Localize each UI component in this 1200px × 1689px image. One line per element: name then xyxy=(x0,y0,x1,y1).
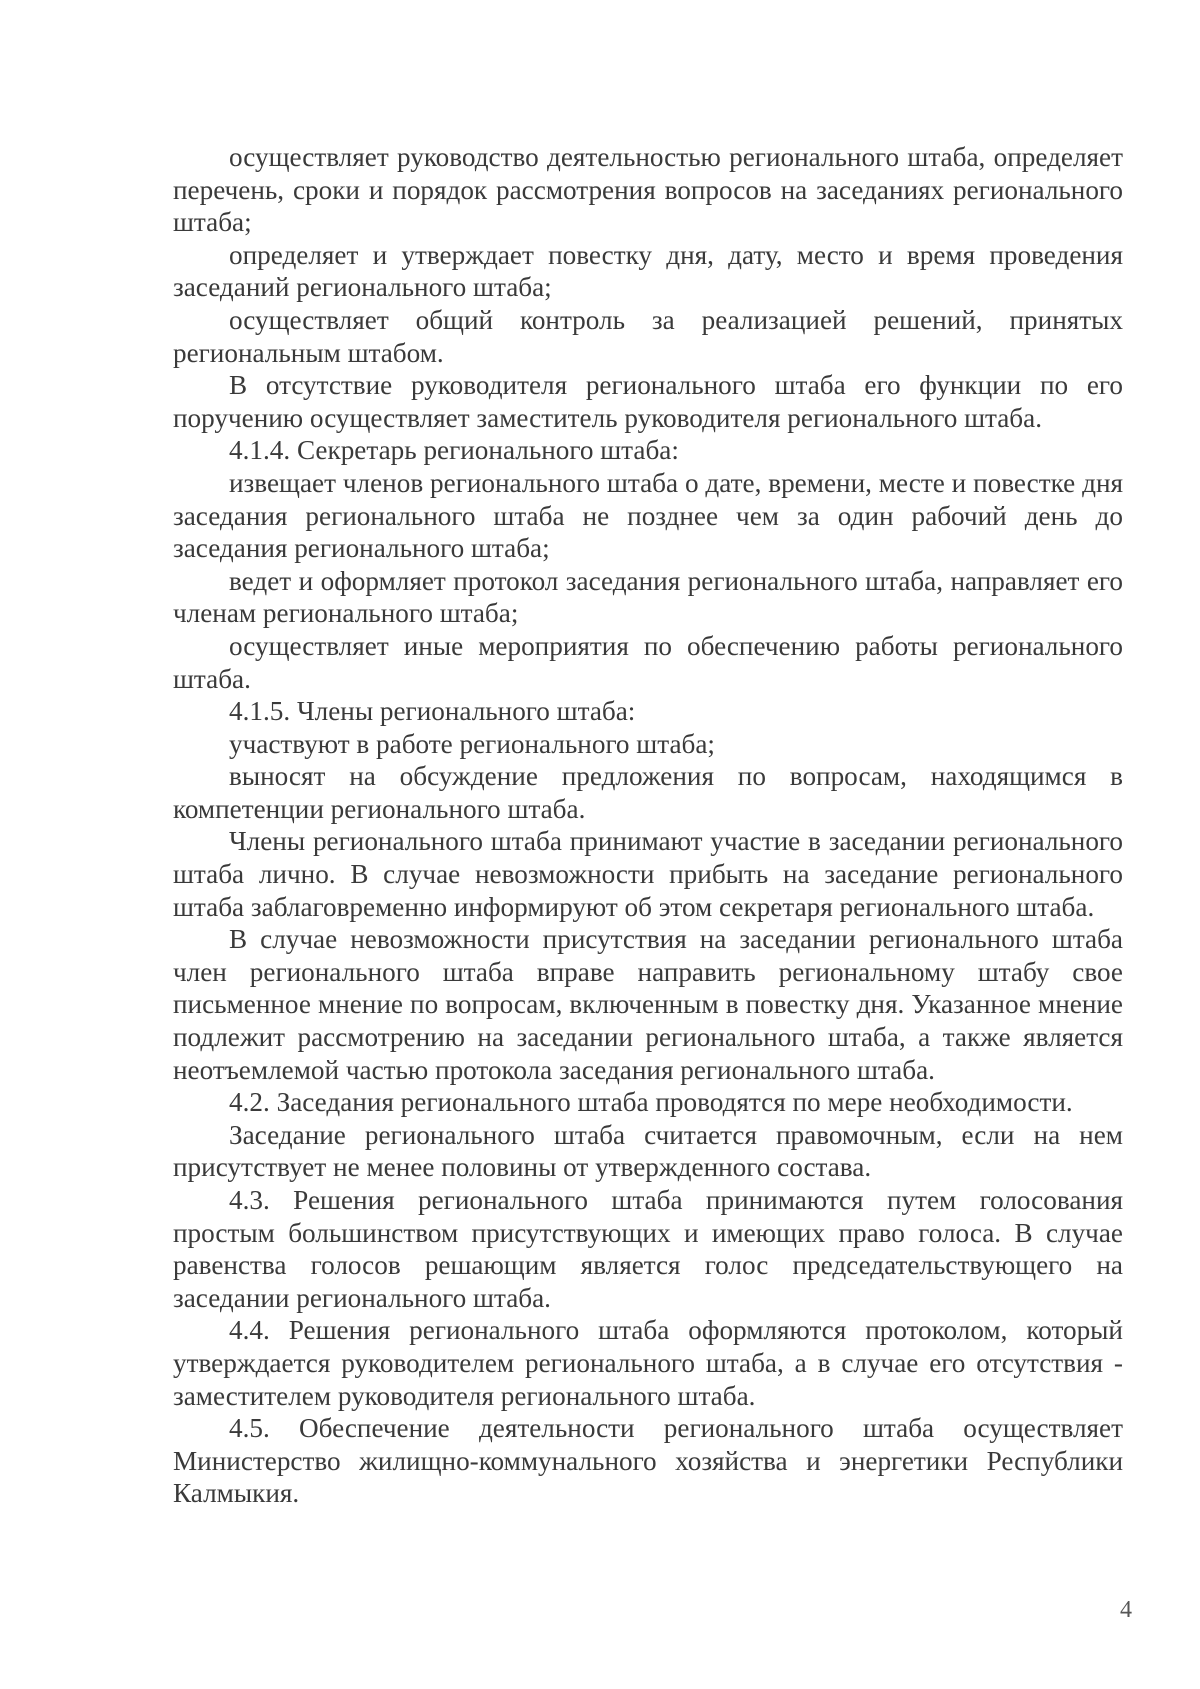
paragraph-10: участвуют в работе регионального штаба; xyxy=(229,728,715,759)
paragraph-6: извещает членов регионального штаба о дате, времени, месте и повестке дня заседания регионального штаба не позднее чем за один рабочий день до заседания регионального штаба; xyxy=(173,467,1123,564)
document-body xyxy=(173,141,1123,1510)
paragraph-16: 4.3. Решения регионального штаба принимаются путем голосования простым большинством присутствующих и имеющих право голоса. В случае равенства голосов решающим является голос председательствующего на заседании регионального штаба. xyxy=(173,1185,1123,1313)
paragraph-12: Члены регионального штаба принимают участие в заседании регионального штаба лично. В случае невозможности прибыть на заседание регионального штаба заблаговременно информируют об этом секретаря регионального штаба. xyxy=(173,826,1123,922)
paragraph-5: 4.1.4. Секретарь регионального штаба: xyxy=(229,435,679,466)
paragraph-7: ведет и оформляет протокол заседания регионального штаба, направляет его членам регионального штаба; xyxy=(173,565,1123,629)
paragraph-11: выносят на обсуждение предложения по вопросам, находящимся в компетенции регионального штаба. xyxy=(173,761,1123,824)
paragraph-17: 4.4. Решения регионального штаба оформляются протоколом, который утверждается руководителем регионального штаба, а в случае его отсутствия - заместителем руководителя регионального штаба. xyxy=(173,1315,1123,1411)
paragraph-3: осуществляет общий контроль за реализацией решений, принятых региональным штабом. xyxy=(173,304,1123,368)
paragraph-9: 4.1.5. Члены регионального штаба: xyxy=(229,696,636,727)
paragraph-18: 4.5. Обеспечение деятельности регионального штаба осуществляет Министерство жилищно-коммунального хозяйства и энергетики Республики Калмыкия. xyxy=(173,1413,1123,1509)
paragraph-4: В отсутствие руководителя регионального штаба его функции по его поручению осуществляет заместитель руководителя регионального штаба. xyxy=(173,370,1123,433)
paragraph-15: Заседание регионального штаба считается правомочным, если на нем присутствует не менее половины от утвержденного состава. xyxy=(173,1119,1123,1183)
paragraph-2: определяет и утверждает повестку дня, дату, место и время проведения заседаний регионального штаба; xyxy=(173,239,1123,303)
page-number: 4 xyxy=(1120,1597,1132,1623)
paragraph-13: В случае невозможности присутствия на заседании регионального штаба член регионального штаба вправе направить региональному штабу свое письменное мнение по вопросам, включенным в повестку дня. Указанное мнение подлежит рассмотрению на заседании регионального штаба, а также является неотъемлемой частью протокола заседания регионального штаба. xyxy=(173,924,1123,1085)
paragraph-8: осуществляет иные мероприятия по обеспечению работы регионального штаба. xyxy=(173,630,1123,694)
paragraph-14: 4.2. Заседания регионального штаба проводятся по мере необходимости. xyxy=(229,1087,1073,1118)
paragraph-1: осуществляет руководство деятельностью регионального штаба, определяет перечень, сроки и порядок рассмотрения вопросов на заседаниях регионального штаба; xyxy=(173,142,1123,238)
